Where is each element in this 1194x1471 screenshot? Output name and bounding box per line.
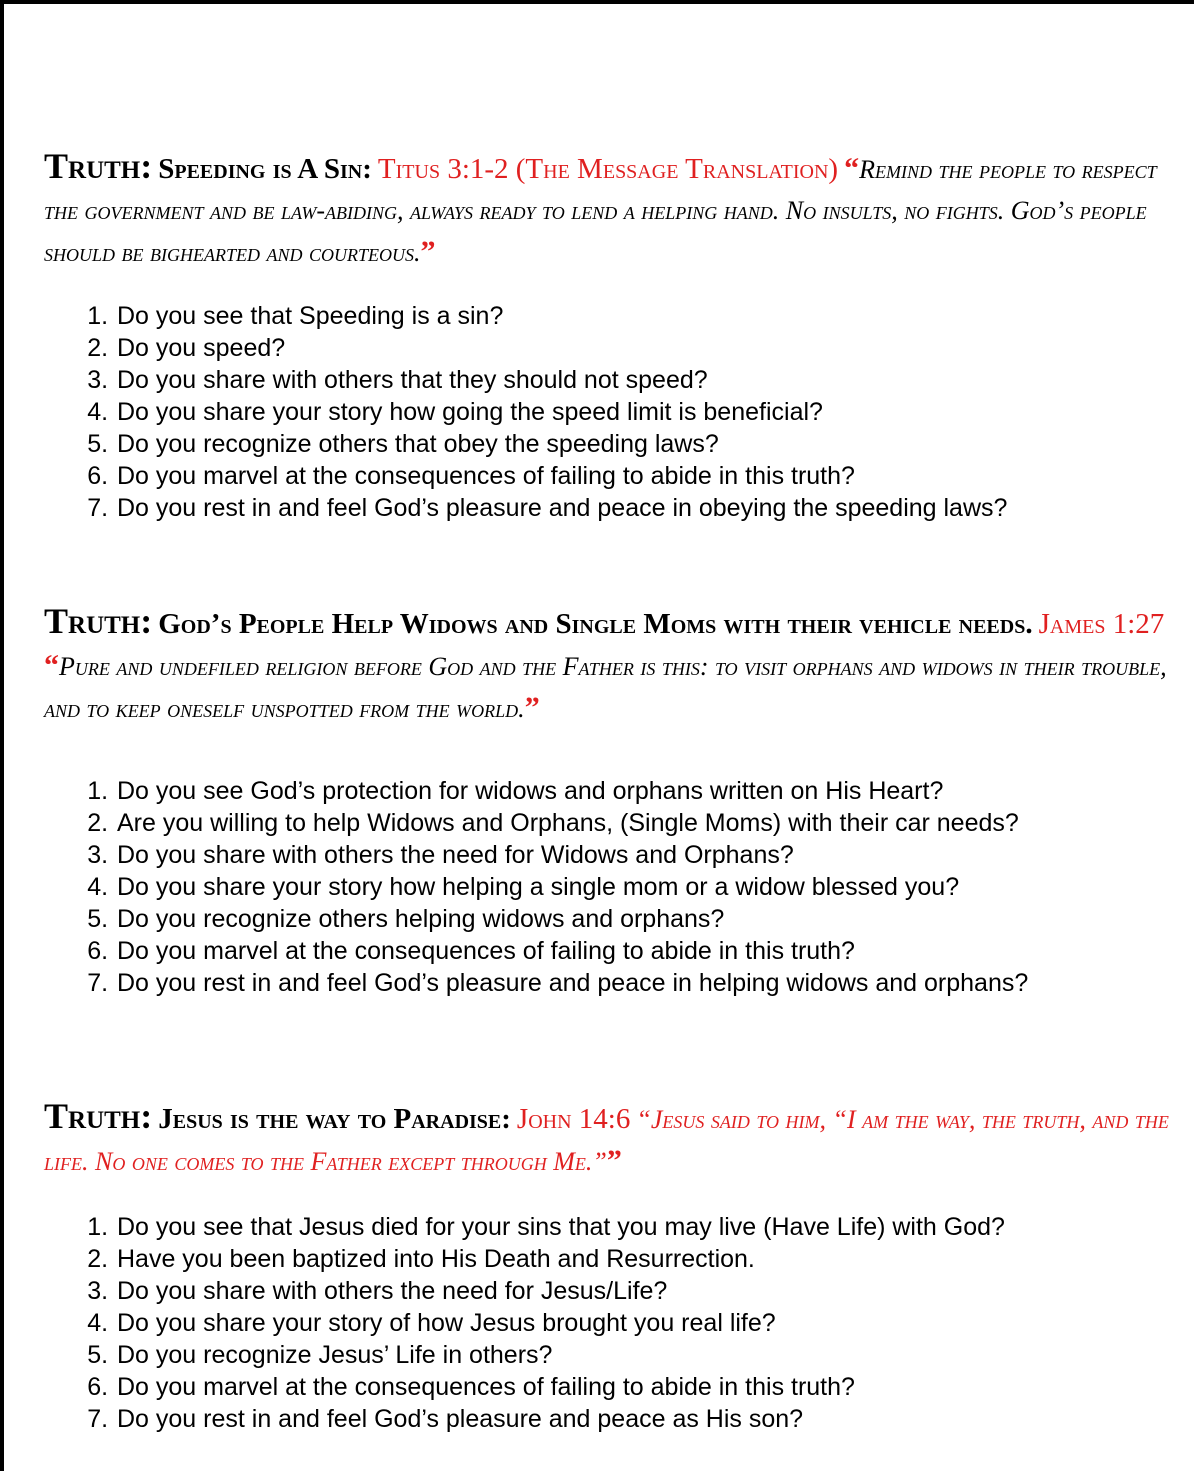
list-item: 2. Are you willing to help Widows and Orphans, (Single Moms) with their car needs? <box>115 807 1189 839</box>
truth-section-jesus <box>44 1097 1189 1435</box>
list-item: 4. Do you share your story how going the speed limit is beneficial? <box>115 396 1189 428</box>
close-quote-mark: ” <box>524 691 540 724</box>
truth-section-speeding <box>44 147 1189 524</box>
section-heading <box>44 602 1189 730</box>
close-quote-mark: ” <box>420 235 436 268</box>
scripture-quote: Pure and undefiled religion before God and the Father is this: to visit orphans and widows in their trouble, and to keep oneself unspotted from the world. <box>44 652 1167 723</box>
list-item: 6. Do you marvel at the consequences of failing to abide in this truth? <box>115 1371 1189 1403</box>
truth-label: Truth: <box>44 601 153 641</box>
close-quote-mark: ” <box>606 1144 622 1177</box>
question-list <box>44 1211 1189 1435</box>
open-quote-mark: “ <box>636 1105 651 1134</box>
truth-section-widows <box>44 602 1189 999</box>
truth-topic: God’s People Help Widows and Single Moms with their vehicle needs. <box>158 608 1033 640</box>
section-heading <box>44 1097 1189 1183</box>
scripture-reference: John 14:6 <box>516 1103 631 1135</box>
list-item: 3. Do you share with others that they should not speed? <box>115 364 1189 396</box>
scripture-reference: James 1:27 <box>1038 608 1165 640</box>
list-item: 6. Do you marvel at the consequences of failing to abide in this truth? <box>115 460 1189 492</box>
list-item: 3. Do you share with others the need for Jesus/Life? <box>115 1275 1189 1307</box>
list-item: 3. Do you share with others the need for Widows and Orphans? <box>115 839 1189 871</box>
list-item: 4. Do you share your story how helping a single mom or a widow blessed you? <box>115 871 1189 903</box>
open-quote-mark: “ <box>844 152 860 185</box>
list-item: 1. Do you see that Jesus died for your sins that you may live (Have Life) with God? <box>115 1211 1189 1243</box>
list-item: 1. Do you see God’s protection for widows and orphans written on His Heart? <box>115 775 1189 807</box>
question-list <box>44 300 1189 524</box>
list-item: 5. Do you recognize others that obey the speeding laws? <box>115 428 1189 460</box>
open-quote-mark: “ <box>44 649 59 682</box>
list-item: 2. Do you speed? <box>115 332 1189 364</box>
scripture-quote: Remind the people to respect the government and be law-abiding, always ready to lend a helping hand. No insults, no fights. God’s people should be bighearted and courteous. <box>44 155 1157 267</box>
scripture-quote-text: Jesus said to him, “I am the way, the truth, and the life. No one comes to the Father except through Me.” <box>44 1105 1169 1176</box>
truth-label: Truth: <box>44 146 153 186</box>
truth-label: Truth: <box>44 1096 153 1136</box>
list-item: 2. Have you been baptized into His Death and Resurrection. <box>115 1243 1189 1275</box>
list-item: 1. Do you see that Speeding is a sin? <box>115 300 1189 332</box>
scripture-reference: Titus 3:1-2 (The Message Translation) <box>377 153 839 185</box>
list-item: 5. Do you recognize others helping widows and orphans? <box>115 903 1189 935</box>
list-item: 7. Do you rest in and feel God’s pleasure and peace in obeying the speeding laws? <box>115 492 1189 524</box>
section-heading <box>44 147 1189 274</box>
question-list <box>44 775 1189 999</box>
list-item: 7. Do you rest in and feel God’s pleasure and peace in helping widows and orphans? <box>115 967 1189 999</box>
truth-topic: Speeding is A Sin: <box>158 153 372 185</box>
list-item: 6. Do you marvel at the consequences of failing to abide in this truth? <box>115 935 1189 967</box>
list-item: 7. Do you rest in and feel God’s pleasure and peace as His son? <box>115 1403 1189 1435</box>
truth-topic: Jesus is the way to Paradise: <box>158 1103 511 1135</box>
list-item: 5. Do you recognize Jesus’ Life in others? <box>115 1339 1189 1371</box>
list-item: 4. Do you share your story of how Jesus brought you real life? <box>115 1307 1189 1339</box>
